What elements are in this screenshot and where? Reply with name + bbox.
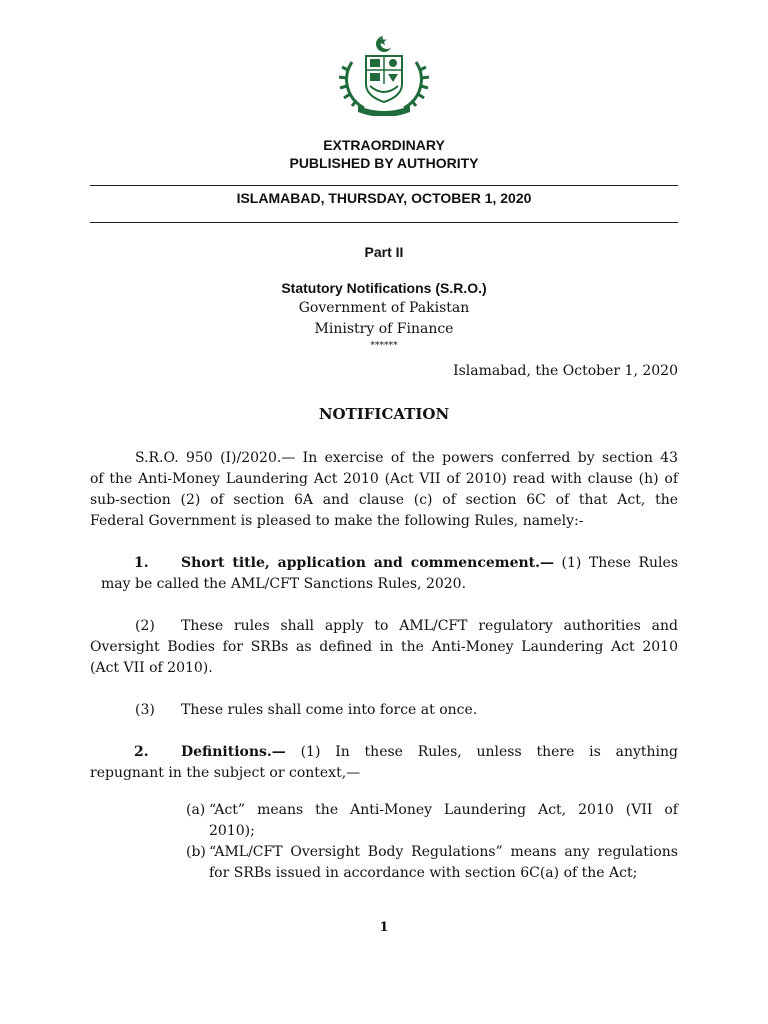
rule2-number: 2. xyxy=(134,744,149,760)
preamble-line-2: of the Anti-Money Laundering Act 2010 (Act VII of 2010) read with clause (h) of xyxy=(90,471,678,487)
top-rule xyxy=(90,185,678,186)
preamble-line-1: S.R.O. 950 (I)/2020.— In exercise of the powers conferred by section 43 xyxy=(135,450,678,466)
stars-divider: ****** xyxy=(370,341,398,351)
state-emblem-icon xyxy=(332,32,436,116)
rule1-text: (1) These Rules xyxy=(554,555,679,571)
rule2-text: (1) In these Rules, unless there is anything xyxy=(285,744,678,760)
preamble-line-3: sub-section (2) of section 6A and clause (c) of section 6C of that Act, the xyxy=(90,492,678,508)
definition-b-line2: for SRBs issued in accordance with section 6C(a) of the Act; xyxy=(209,865,638,881)
rule1-number: 1. xyxy=(134,555,149,571)
rule1-first-line xyxy=(181,555,678,571)
dateline: ISLAMABAD, THURSDAY, OCTOBER 1, 2020 xyxy=(236,190,532,206)
rule1-line2: may be called the AML/CFT Sanctions Rules, 2020. xyxy=(101,576,467,592)
definition-a-line1: “Act” means the Anti-Money Laundering Act, 2010 (VII of xyxy=(209,802,678,818)
definition-a-marker: (a) xyxy=(186,802,206,818)
place-date: Islamabad, the October 1, 2020 xyxy=(453,363,678,379)
government-label: Government of Pakistan xyxy=(298,300,470,316)
notification-title: NOTIFICATION xyxy=(318,405,450,423)
rule2-heading: Definitions.— xyxy=(181,744,286,760)
definition-b-line1: “AML/CFT Oversight Body Regulations” means any regulations xyxy=(209,844,678,860)
rule2-first-line xyxy=(181,744,678,760)
extraordinary-heading: EXTRAORDINARY xyxy=(323,137,445,153)
rule1-2-line1: These rules shall apply to AML/CFT regulatory authorities and xyxy=(181,618,678,634)
definition-a-line2: 2010); xyxy=(209,823,255,839)
rule1-2-line2: Oversight Bodies for SRBs as defined in the Anti-Money Laundering Act 2010 xyxy=(90,639,678,655)
rule1-heading: Short title, application and commencement.— xyxy=(181,555,555,571)
bottom-rule xyxy=(90,222,678,223)
preamble-line-4: Federal Government is pleased to make the following Rules, namely:- xyxy=(90,513,584,529)
ministry-label: Ministry of Finance xyxy=(314,321,454,337)
rule1-2-marker: (2) xyxy=(135,618,155,634)
published-heading: PUBLISHED BY AUTHORITY xyxy=(289,155,479,171)
rule1-2-line3: (Act VII of 2010). xyxy=(90,660,213,676)
rule2-line2: repugnant in the subject or context,— xyxy=(90,765,361,781)
sro-title: Statutory Notifications (S.R.O.) xyxy=(281,280,487,296)
rule1-3-marker: (3) xyxy=(135,702,155,718)
rule1-3-text: These rules shall come into force at once. xyxy=(181,702,478,718)
definition-b-marker: (b) xyxy=(186,844,206,860)
part-heading: Part II xyxy=(364,244,404,260)
page-number: 1 xyxy=(379,920,389,935)
